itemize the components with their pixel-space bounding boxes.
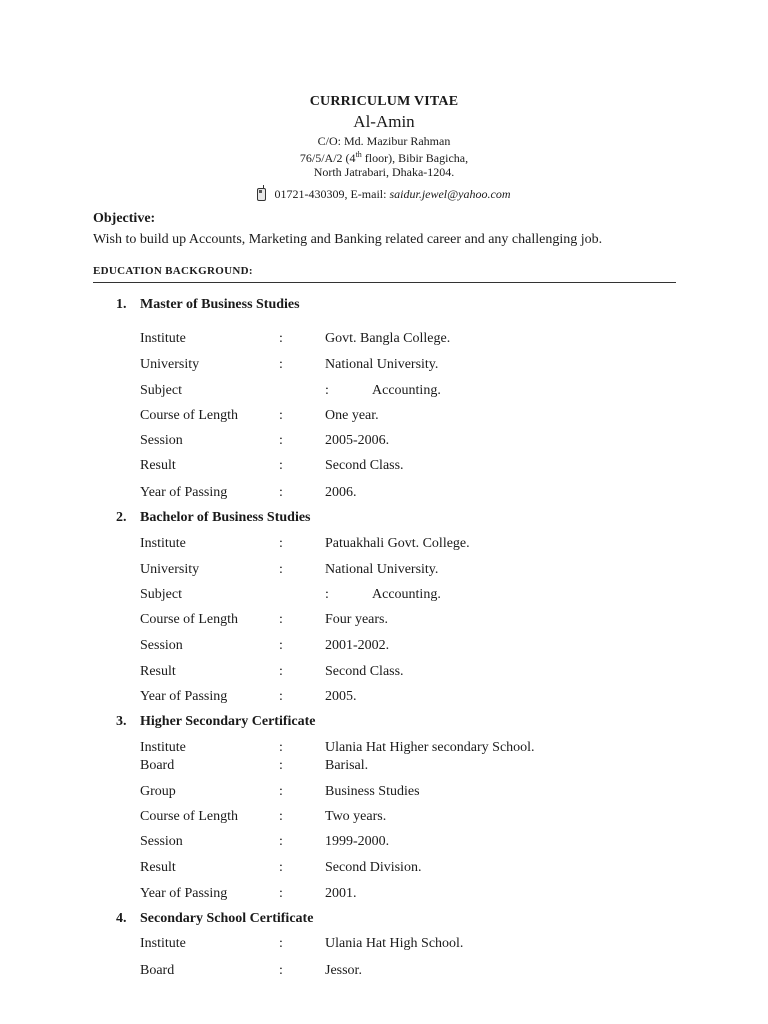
candidate-name: Al-Amin xyxy=(353,112,415,131)
section-number: 2. xyxy=(116,510,127,525)
row-separator: : xyxy=(279,638,283,653)
row-separator: : xyxy=(279,458,283,473)
section-title: Higher Secondary Certificate xyxy=(140,714,316,729)
row-value: Ulania Hat Higher secondary School. xyxy=(325,740,535,755)
education-row xyxy=(0,612,768,630)
education-row xyxy=(0,963,768,981)
row-label: Year of Passing xyxy=(140,485,228,500)
row-label: Session xyxy=(140,834,183,849)
row-separator: : xyxy=(279,562,283,577)
row-label: Subject xyxy=(140,587,182,602)
row-separator: : xyxy=(279,758,283,773)
row-separator: : xyxy=(279,408,283,423)
education-heading: EDUCATION BACKGROUND: xyxy=(93,265,253,277)
education-row xyxy=(0,936,768,954)
education-row xyxy=(0,331,768,349)
education-row xyxy=(0,433,768,451)
address-line-1 xyxy=(0,150,768,166)
education-row xyxy=(0,834,768,852)
row-value: Ulania Hat High School. xyxy=(325,936,464,951)
row-value: One year. xyxy=(325,408,379,423)
row-label: Session xyxy=(140,433,183,448)
education-row xyxy=(0,784,768,802)
section-divider xyxy=(93,282,676,283)
row-label: University xyxy=(140,357,200,372)
row-value: 2005. xyxy=(325,689,357,704)
row-value: 2005-2006. xyxy=(325,433,390,448)
row-label: Year of Passing xyxy=(140,886,228,901)
row-label: Board xyxy=(140,758,175,773)
row-label: Institute xyxy=(140,536,186,551)
row-value: Jessor. xyxy=(325,963,362,978)
row-value: 2006. xyxy=(325,485,357,500)
address-line-2: North Jatrabari, Dhaka-1204. xyxy=(313,165,455,179)
row-label: University xyxy=(140,562,200,577)
education-row xyxy=(0,562,768,580)
education-row xyxy=(0,408,768,426)
section-title: Master of Business Studies xyxy=(140,297,300,312)
objective-text: Wish to build up Accounts, Marketing and Banking related career and any challenging job. xyxy=(93,232,603,247)
row-value: Second Division. xyxy=(325,860,422,875)
education-row xyxy=(0,740,768,758)
row-value: 2001-2002. xyxy=(325,638,390,653)
education-row xyxy=(0,664,768,682)
mobile-phone-icon xyxy=(257,185,266,201)
row-value: Second Class. xyxy=(325,664,404,679)
education-row xyxy=(0,638,768,656)
row-separator: : xyxy=(279,485,283,500)
row-separator: : xyxy=(279,433,283,448)
row-separator: : xyxy=(279,860,283,875)
row-separator: : xyxy=(279,612,283,627)
education-row xyxy=(0,458,768,476)
row-separator: : xyxy=(279,357,283,372)
row-separator: : xyxy=(279,784,283,799)
row-value: National University. xyxy=(325,357,439,372)
row-separator: : xyxy=(325,587,329,602)
education-row xyxy=(0,860,768,878)
row-value: Two years. xyxy=(325,809,387,824)
address-part: 76/5/A/2 (4 xyxy=(299,151,356,165)
row-value: Business Studies xyxy=(325,784,420,799)
row-label: Institute xyxy=(140,936,186,951)
row-value: Govt. Bangla College. xyxy=(325,331,451,346)
row-separator: : xyxy=(279,886,283,901)
education-row xyxy=(0,886,768,904)
section-title: Secondary School Certificate xyxy=(140,911,314,926)
care-of-line: C/O: Md. Mazibur Rahman xyxy=(317,134,451,148)
row-label: Board xyxy=(140,963,175,978)
ordinal-suffix: th xyxy=(355,150,362,159)
objective-label: Objective: xyxy=(93,211,156,226)
row-label: Course of Length xyxy=(140,809,238,824)
row-separator: : xyxy=(279,331,283,346)
education-row xyxy=(0,383,768,401)
section-number: 1. xyxy=(116,297,127,312)
row-value: Accounting. xyxy=(372,383,441,398)
row-label: Result xyxy=(140,860,176,875)
row-value: 1999-2000. xyxy=(325,834,390,849)
row-label: Institute xyxy=(140,740,186,755)
row-value: Barisal. xyxy=(325,758,369,773)
row-label: Course of Length xyxy=(140,408,238,423)
row-value: Second Class. xyxy=(325,458,404,473)
row-value: Four years. xyxy=(325,612,388,627)
row-separator: : xyxy=(279,936,283,951)
row-label: Group xyxy=(140,784,176,799)
contact-line xyxy=(0,185,768,202)
row-separator: : xyxy=(279,740,283,755)
email-text: saidur.jewel@yahoo.com xyxy=(389,187,511,201)
row-label: Result xyxy=(140,664,176,679)
row-label: Course of Length xyxy=(140,612,238,627)
row-separator: : xyxy=(279,809,283,824)
education-row xyxy=(0,357,768,375)
education-row xyxy=(0,587,768,605)
row-separator: : xyxy=(279,689,283,704)
section-title: Bachelor of Business Studies xyxy=(140,510,311,525)
row-value: 2001. xyxy=(325,886,357,901)
row-label: Institute xyxy=(140,331,186,346)
education-row xyxy=(0,758,768,776)
row-value: Patuakhali Govt. College. xyxy=(325,536,470,551)
row-value: National University. xyxy=(325,562,439,577)
section-number: 4. xyxy=(116,911,127,926)
row-separator: : xyxy=(279,536,283,551)
education-row xyxy=(0,485,768,503)
row-value: Accounting. xyxy=(372,587,441,602)
row-separator: : xyxy=(279,664,283,679)
row-separator: : xyxy=(279,963,283,978)
education-row xyxy=(0,689,768,707)
row-label: Subject xyxy=(140,383,182,398)
row-label: Session xyxy=(140,638,183,653)
address-part: floor), Bibir Bagicha, xyxy=(361,151,469,165)
document-title: CURRICULUM VITAE xyxy=(309,94,459,109)
phone-text: 01721-430309, E-mail: xyxy=(274,187,390,201)
row-label: Year of Passing xyxy=(140,689,228,704)
row-label: Result xyxy=(140,458,176,473)
education-row xyxy=(0,536,768,554)
section-number: 3. xyxy=(116,714,127,729)
education-row xyxy=(0,809,768,827)
row-separator: : xyxy=(279,834,283,849)
row-separator: : xyxy=(325,383,329,398)
